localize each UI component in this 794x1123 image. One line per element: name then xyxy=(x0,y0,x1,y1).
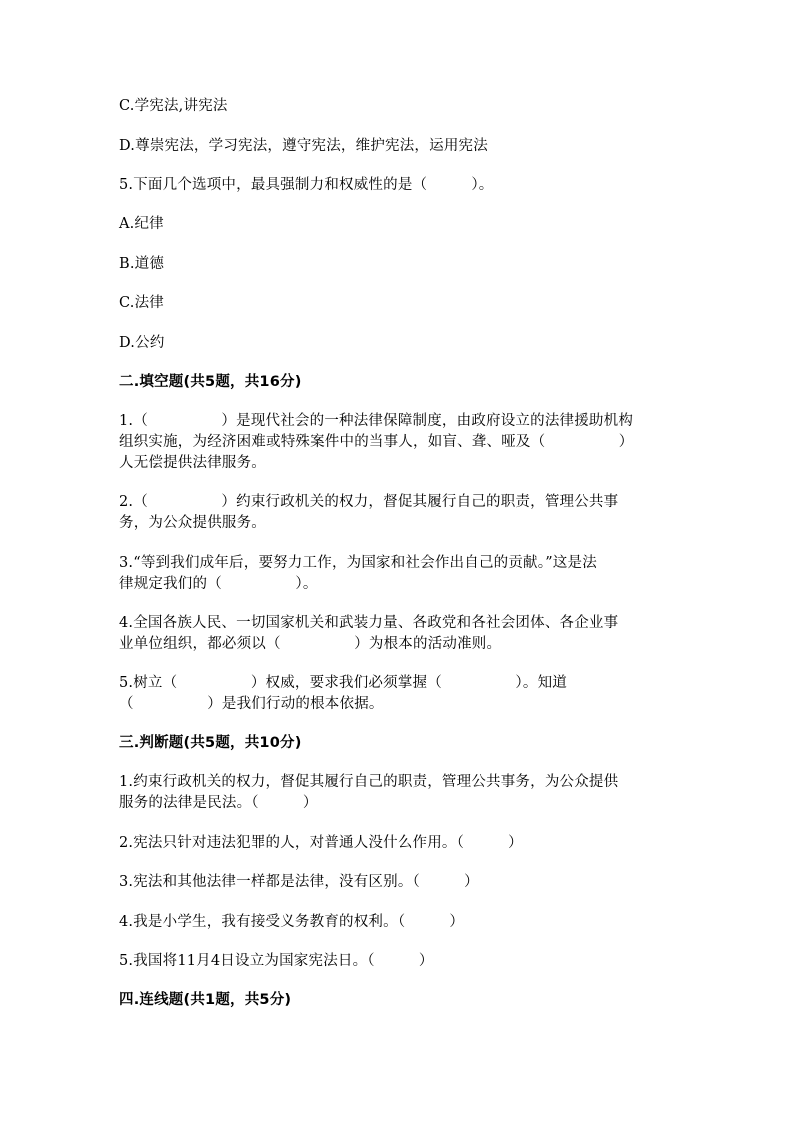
fill-question-4-line-1: 4.全国各族人民、一切国家机关和武装力量、各政党和各社会团体、各企业事 xyxy=(119,615,619,631)
question-5-stem: 5.下面几个选项中，最具强制力和权威性的是（ ）。 xyxy=(119,177,494,193)
judge-question-5: 5.我国将11月4日设立为国家宪法日。（ ） xyxy=(119,953,434,969)
judge-question-4: 4.我是小学生，我有接受义务教育的权利。（ ） xyxy=(119,914,465,930)
question-5-option-a: A.纪律 xyxy=(119,216,164,232)
judge-question-1-line-1: 1.约束行政机关的权力，督促其履行自己的职责，管理公共事务，为公众提供 xyxy=(119,774,619,790)
fill-question-5-line-1: 5.树立（ ）权威，要求我们必须掌握（ ）。知道 xyxy=(119,675,567,691)
section-2-heading: 二.填空题(共5题，共16分) xyxy=(119,374,302,390)
section-4-heading: 四.连线题(共1题，共5分) xyxy=(119,992,292,1008)
option-d-previous-question: D.尊崇宪法，学习宪法，遵守宪法，维护宪法，运用宪法 xyxy=(119,138,488,154)
fill-question-3-line-1: 3.“等到我们成年后，要努力工作，为国家和社会作出自己的贡献。”这是法 xyxy=(119,555,597,571)
judge-question-2: 2.宪法只针对违法犯罪的人，对普通人没什么作用。（ ） xyxy=(119,835,523,851)
fill-question-1-line-3: 人无偿提供法律服务。 xyxy=(119,455,266,471)
fill-question-2-line-1: 2.（ ）约束行政机关的权力，督促其履行自己的职责，管理公共事 xyxy=(119,494,619,510)
question-5-option-c: C.法律 xyxy=(119,295,164,311)
judge-question-1-line-2: 服务的法律是民法。（ ） xyxy=(119,795,318,811)
fill-question-1-line-1: 1.（ ）是现代社会的一种法律保障制度，由政府设立的法律援助机构 xyxy=(119,413,634,429)
fill-question-4-line-2: 业单位组织，都必须以（ ）为根本的活动准则。 xyxy=(119,636,502,652)
fill-question-1-line-2: 组织实施，为经济困难或特殊案件中的当事人，如盲、聋、哑及（ ） xyxy=(119,434,634,450)
fill-question-3-line-2: 律规定我们的（ ）。 xyxy=(119,576,318,592)
question-5-option-d: D.公约 xyxy=(119,335,165,351)
section-3-heading: 三.判断题(共5题，共10分) xyxy=(119,735,302,751)
option-c-previous-question: C.学宪法,讲宪法 xyxy=(119,98,228,114)
judge-question-3: 3.宪法和其他法律一样都是法律，没有区别。（ ） xyxy=(119,874,479,890)
fill-question-2-line-2: 务，为公众提供服务。 xyxy=(119,515,266,531)
fill-question-5-line-2: （ ）是我们行动的根本依据。 xyxy=(119,696,384,712)
question-5-option-b: B.道德 xyxy=(119,256,165,272)
